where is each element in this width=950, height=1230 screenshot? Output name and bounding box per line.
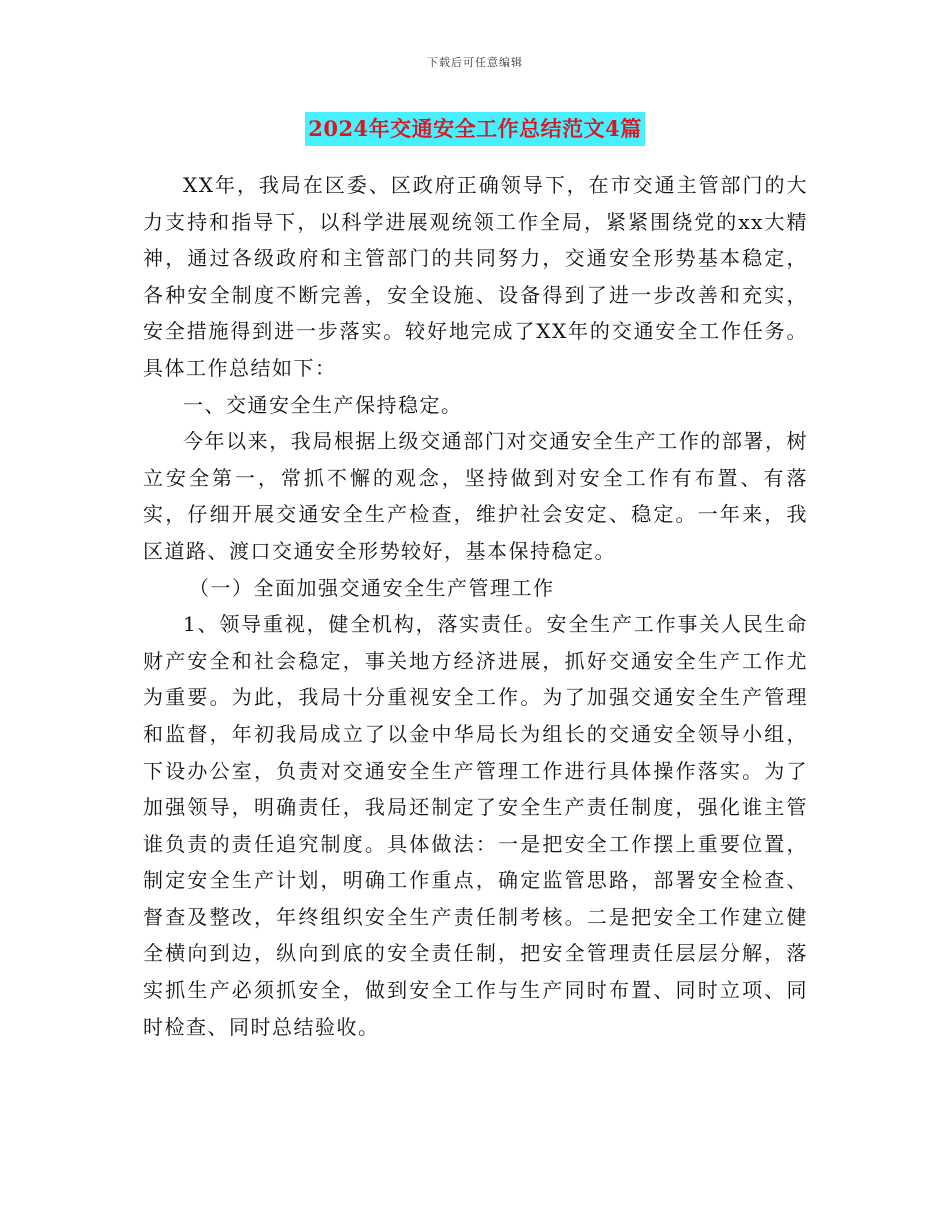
document-title-block: [0, 112, 950, 146]
document-title: 2024年交通安全工作总结范文4篇: [305, 112, 645, 146]
document-body: [143, 167, 808, 1045]
page-header-note: 下载后可任意编辑: [427, 56, 523, 69]
section-heading-1: 一、交通安全生产保持稳定。: [183, 392, 463, 417]
section-1-paragraph: 今年以来，我局根据上级交通部门对交通安全生产工作的部署，树立安全第一，常抓不懈的观念，坚持做到对安全工作有布置、有落实，仔细开展交通安全生产检查，维护社会安定、稳定。一年来，我区道路、渡口交通安全形势较好，基本保持稳定。: [143, 429, 808, 563]
subsection-1-paragraph: 1、领导重视，健全机构，落实责任。安全生产工作事关人民生命财产安全和社会稳定，事关地方经济进展，抓好交通安全生产工作尤为重要。为此，我局十分重视安全工作。为了加强交通安全生产管理和监督，年初我局成立了以金中华局长为组长的交通安全领导小组，下设办公室，负责对交通安全生产管理工作进行具体操作落实。为了加强领导，明确责任，我局还制定了安全生产责任制度，强化谁主管谁负责的责任追究制度。具体做法：一是把安全工作摆上重要位置，制定安全生产计划，明确工作重点，确定监管思路，部署安全检查、督查及整改，年终组织安全生产责任制考核。二是把安全工作建立健全横向到边，纵向到底的安全责任制，把安全管理责任层层分解，落实抓生产必须抓安全，做到安全工作与生产同时布置、同时立项、同时检查、同时总结验收。: [143, 612, 808, 1039]
subsection-heading-1: （一）全面加强交通安全生产管理工作: [189, 575, 555, 600]
intro-paragraph: XX年，我局在区委、区政府正确领导下，在市交通主管部门的大力支持和指导下，以科学进展观统领工作全局，紧紧围绕党的xx大精神，通过各级政府和主管部门的共同努力，交通安全形势基本稳定，各种安全制度不断完善，安全设施、设备得到了进一步改善和充实，安全措施得到进一步落实。较好地完成了XX年的交通安全工作任务。具体工作总结如下：: [143, 173, 808, 380]
